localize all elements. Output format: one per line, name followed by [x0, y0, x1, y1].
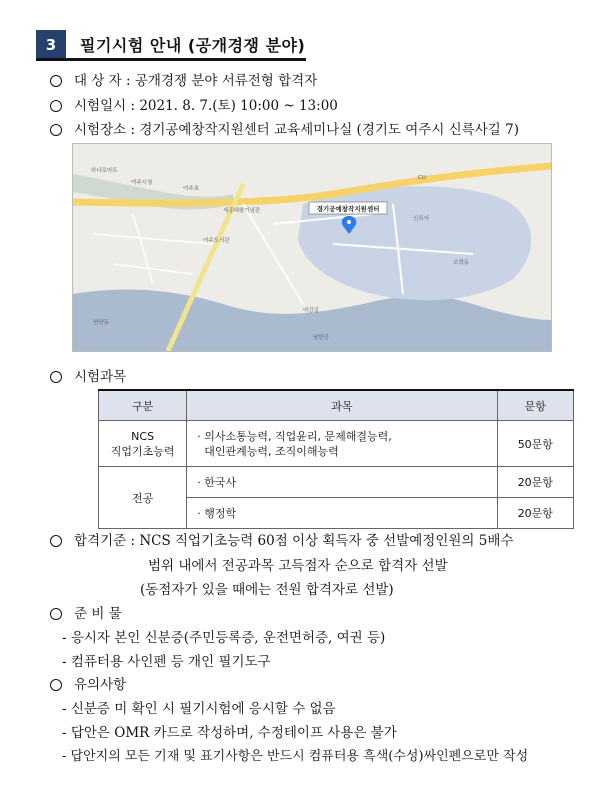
cell-subject: · 의사소통능력, 직업윤리, 문제해결능력, 대인관계능력, 조직이해능력: [187, 421, 497, 467]
cell-category: NCS 직업기초능력: [99, 421, 187, 467]
svg-text:연양동: 연양동: [93, 320, 109, 326]
notes-item: - 답안지의 모든 기재 및 표기사항은 반드시 컴퓨터용 흑색(수성)싸인펜으로만 작성: [62, 749, 529, 764]
svg-text:여주도서관: 여주도서관: [203, 238, 230, 244]
notes-item: - 신분증 미 확인 시 필기시험에 응시할 수 없음: [62, 701, 336, 717]
section-header: [36, 30, 306, 60]
table-row: [99, 421, 574, 467]
svg-text:하나로마트: 하나로마트: [91, 168, 118, 174]
cell-count: 20문항: [497, 467, 573, 498]
cell-subject: · 한국사: [187, 467, 497, 498]
pass-criteria-line2: 범위 내에서 전공과목 고득점자 순으로 합격자 선발: [148, 558, 448, 574]
svg-text:오학동: 오학동: [453, 260, 469, 266]
section-title: 필기시험 안내 (공개경쟁 분야): [80, 36, 306, 55]
circle-bullet-icon: [50, 100, 62, 112]
prep-item: - 컴퓨터용 사인펜 등 개인 필기도구: [62, 654, 271, 670]
map-center-label: 경기공예창작지원센터: [316, 205, 380, 213]
pass-criteria-line3: (동점자가 있을 때에는 전원 합격자로 선발): [140, 582, 394, 598]
location-map: [72, 143, 552, 352]
svg-text:여주시청: 여주시청: [131, 180, 153, 186]
notes-heading: 유의사항: [50, 673, 126, 693]
cell-count: 50문항: [497, 421, 573, 467]
circle-bullet-icon: [50, 608, 62, 620]
notes-item: - 답안은 OMR 카드로 작성하며, 수정테이프 사용은 불가: [62, 725, 397, 741]
table-row: [99, 467, 574, 498]
svg-text:신륵사: 신륵사: [413, 216, 429, 222]
info-datetime: 시험일시 : 2021. 8. 7.(토) 10:00 ~ 13:00: [50, 94, 338, 114]
svg-text:CU: CU: [418, 175, 426, 181]
subjects-table: [98, 389, 574, 529]
prep-item: - 응시자 본인 신분증(주민등록증, 운전면허증, 여권 등): [62, 630, 386, 646]
circle-bullet-icon: [50, 124, 62, 136]
cell-subject: · 행정학: [187, 498, 497, 529]
info-location: 시험장소 : 경기공예창작지원센터 교육세미나실 (경기도 여주시 신륵사길 7): [50, 118, 519, 138]
pass-criteria: 합격기준 : NCS 직업기초능력 60점 이상 획득자 중 선발예정인원의 5배수: [50, 529, 513, 549]
cell-category: 전공: [99, 467, 187, 529]
prep-heading: 준 비 물: [50, 602, 122, 622]
circle-bullet-icon: [50, 535, 62, 547]
col-header-subject: 과목: [187, 390, 497, 421]
svg-text:세종대왕기념관: 세종대왕기념관: [223, 208, 261, 214]
col-header-category: 구분: [99, 390, 187, 421]
cell-count: 20문항: [497, 498, 573, 529]
section-underline: [36, 58, 306, 61]
col-header-count: 문항: [497, 390, 573, 421]
circle-bullet-icon: [50, 679, 62, 691]
svg-text:여주초: 여주초: [183, 186, 199, 192]
circle-bullet-icon: [50, 75, 62, 87]
info-target: 대 상 자 : 공개경쟁 분야 서류전형 합격자: [50, 69, 317, 89]
svg-text:남한강: 남한강: [313, 335, 329, 341]
circle-bullet-icon: [50, 371, 62, 383]
section-number: 3: [36, 30, 66, 60]
svg-text:여강길: 여강길: [303, 308, 319, 314]
subjects-heading: 시험과목: [50, 365, 126, 385]
